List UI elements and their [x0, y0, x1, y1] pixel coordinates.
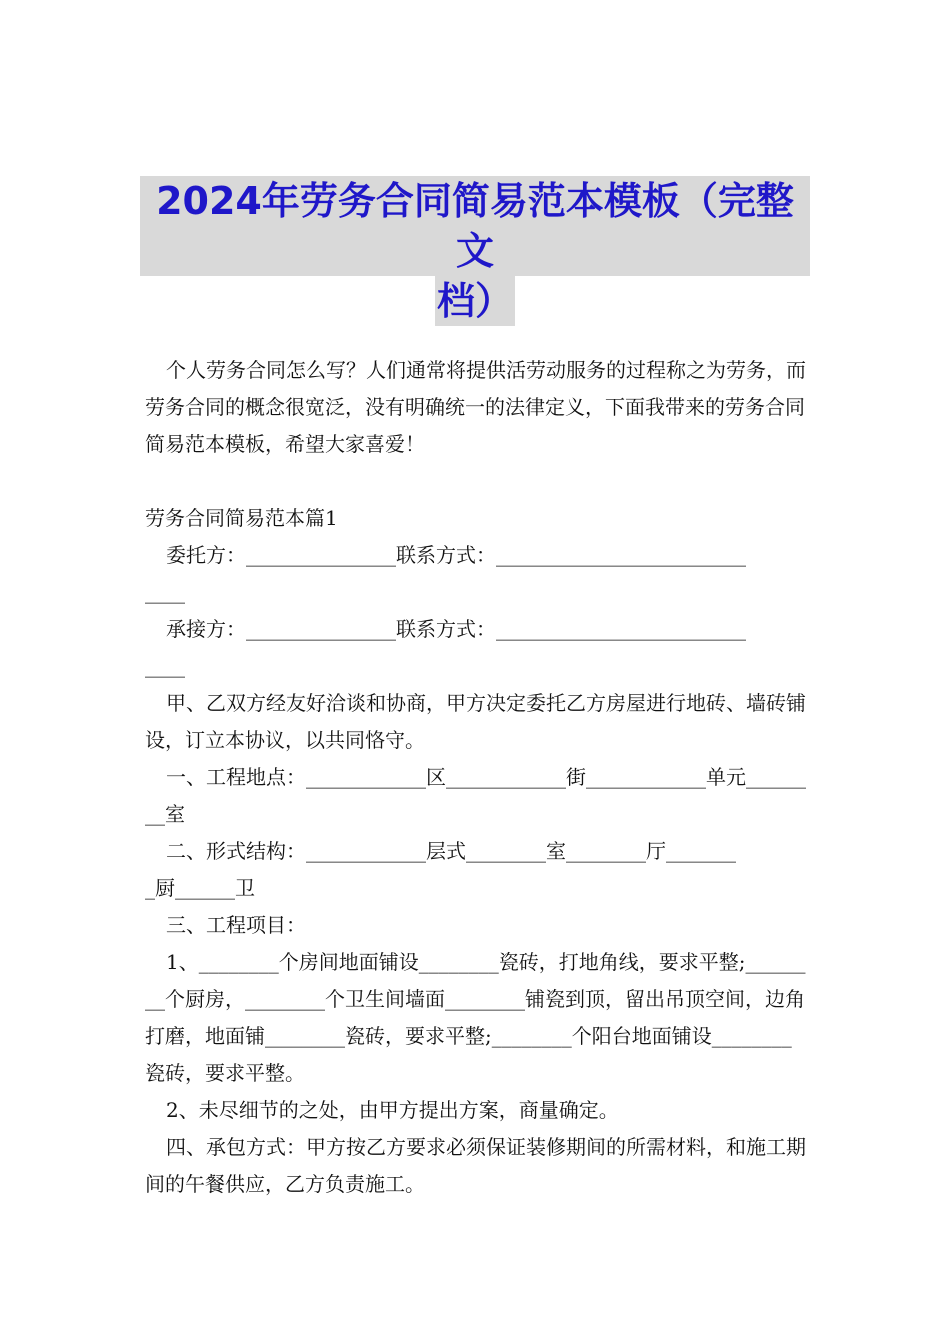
client-line: 委托方：_______________联系方式：_________________________	[166, 543, 746, 567]
intro-paragraph: 个人劳务合同怎么写？人们通常将提供活劳动服务的过程称之为劳务，而劳务合同的概念很宽泛，没有明确统一的法律定义，下面我带来的劳务合同简易范本模板，希望大家喜爱！	[145, 358, 806, 456]
title-line-1: 2024年劳务合同简易范本模板（完整文	[140, 176, 810, 276]
agreement-paragraph: 甲、乙双方经友好洽谈和协商，甲方决定委托乙方房屋进行地砖、墙砖铺设，订立本协议，以共同恪守。	[145, 691, 806, 752]
structure-line-tail: _厨______卫	[145, 876, 255, 900]
structure-line: 二、形式结构：____________层式________室________厅_______	[166, 839, 736, 863]
section-heading: 劳务合同简易范本篇1	[145, 506, 338, 530]
item-1-paragraph: 1、________个房间地面铺设________瓷砖，打地角线，要求平整;________个厨房，________个卫生间墙面________铺瓷到顶，留出吊顶空间，边角打磨，地面铺________瓷砖，要求平整;________个阳台地面铺设________瓷砖，要求平整。	[145, 950, 806, 1085]
document-body	[145, 352, 810, 1203]
title-line-2: 档）	[435, 276, 515, 326]
item-2-paragraph: 2、未尽细节的之处，由甲方提出方案，商量确定。	[166, 1098, 619, 1122]
location-paragraph: 一、工程地点：____________区____________街____________单元________室	[145, 765, 806, 826]
contractor-line-tail: ____	[145, 654, 185, 678]
items-heading: 三、工程项目：	[166, 913, 306, 937]
spacer	[145, 463, 810, 500]
contract-mode-paragraph: 四、承包方式：甲方按乙方要求必须保证装修期间的所需材料，和施工期间的午餐供应，乙方负责施工。	[145, 1135, 806, 1196]
client-line-tail: ____	[145, 580, 185, 604]
document-title	[140, 176, 810, 326]
contractor-line: 承接方：_______________联系方式：_________________________	[166, 617, 746, 641]
